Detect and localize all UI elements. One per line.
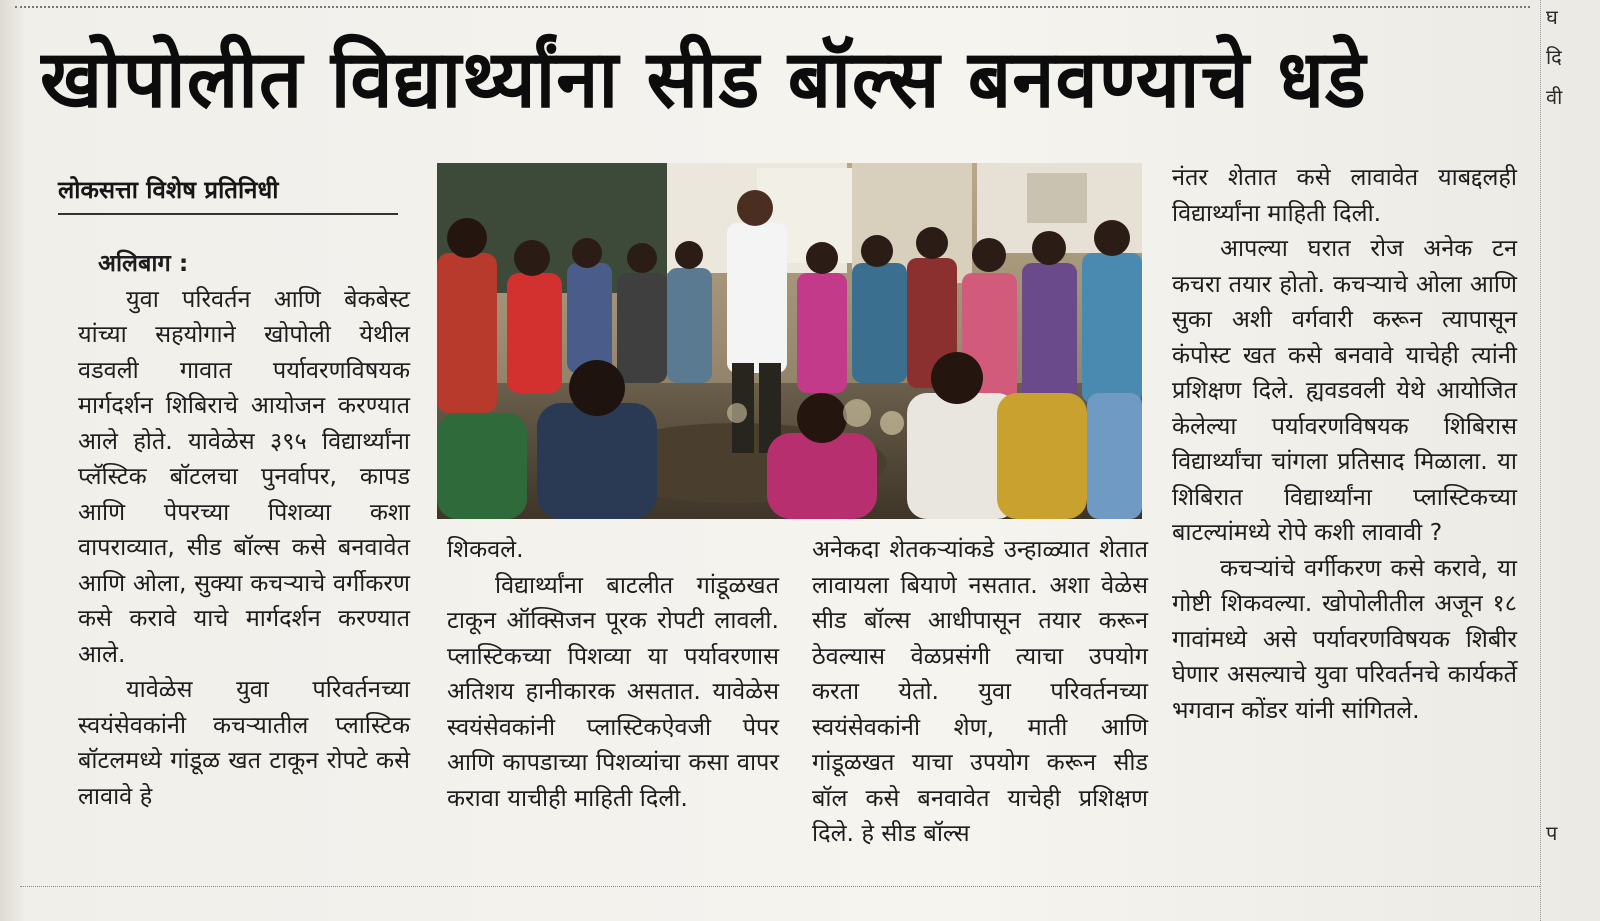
article-headline: खोपोलीत विद्यार्थ्यांना सीड बॉल्स बनवण्याचे धडे bbox=[40, 31, 1367, 126]
article-paragraph: कचऱ्यांचे वर्गीकरण कसे करावे, या गोष्टी शिकवल्या. खोपोलीतील अजून १८ गावांमध्ये असे पर्यावरणविषयक शिबीर घेणार असल्याचे युवा परिवर्तनचे कार्यकर्ते भगवान कोंडर यांनी सांगितले. bbox=[1172, 553, 1517, 724]
article-dateline: अलिबाग : bbox=[98, 249, 189, 277]
article-paragraph: नंतर शेतात कसे लावावेत याबद्दलही विद्यार्थ्यांना माहिती दिली. bbox=[1172, 163, 1517, 227]
adjacent-article-edge bbox=[1540, 0, 1600, 921]
edge-text-fragment: दि bbox=[1546, 45, 1562, 69]
bottom-divider bbox=[20, 886, 1540, 887]
article-paragraph: विद्यार्थ्यांना बाटलीत गांडूळखत टाकून ऑक्सिजन पूरक रोपटी लावली. प्लास्टिकच्या पिशव्या या पर्यावरणास अतिशय हानीकारक असतात. यावेळेस स्वयंसेवकांनी प्लास्टिकऐवजी पेपर आणि कापडाच्या पिशव्यांचा कसा वापर करावा याचीही माहिती दिली. bbox=[447, 570, 779, 812]
article-column-4 bbox=[1172, 160, 1517, 728]
byline-underline bbox=[58, 213, 398, 215]
article-column-3 bbox=[812, 532, 1148, 852]
event-photo-illustration bbox=[437, 163, 1142, 519]
article-paragraph: यावेळेस युवा परिवर्तनच्या स्वयंसेवकांनी कचऱ्यातील प्लास्टिक बॉटलमध्ये गांडूळ खत टाकून रोपटे कसे लावावे हे bbox=[78, 675, 410, 810]
article-photo bbox=[437, 163, 1142, 519]
article-paragraph: अनेकदा शेतकऱ्यांकडे उन्हाळ्यात शेतात लावायला बियाणे नसतात. अशा वेळेस सीड बॉल्स आधीपासून तयार करून ठेवल्यास वेळप्रसंगी त्याचा उपयोग करता येतो. युवा परिवर्तनच्या स्वयंसेवकांनी शेण, माती आणि गांडूळखत याचा उपयोग करून सीड बॉल कसे बनवावेत याचेही प्रशिक्षण दिले. हे सीड बॉल्स bbox=[812, 535, 1148, 847]
article-column-1 bbox=[78, 246, 410, 814]
article-column-2 bbox=[447, 532, 779, 816]
article-paragraph: शिकवले. bbox=[447, 535, 524, 563]
edge-text-fragment: वी bbox=[1546, 85, 1563, 109]
top-divider bbox=[15, 6, 1530, 8]
edge-text-fragment: प bbox=[1546, 821, 1558, 845]
article-paragraph: युवा परिवर्तन आणि बेकबेस्ट यांच्या सहयोगाने खोपोली येथील वडवली गावात पर्यावरणविषयक मार्गदर्शन शिबिराचे आयोजन करण्यात आले होते. यावेळेस ३९५ विद्यार्थ्यांना प्लॅस्टिक बॉटलचा पुनर्वापर, कापड आणि पेपरच्या पिशव्या कशा वापराव्यात, सीड बॉल्स कसे बनवावेत आणि ओला, सुक्या कचऱ्याचे वर्गीकरण कसे करावे याचे मार्गदर्शन करण्यात आले. bbox=[78, 284, 410, 668]
edge-text-fragment: घ bbox=[1546, 5, 1558, 29]
article-byline: लोकसत्ता विशेष प्रतिनिधी bbox=[58, 176, 279, 204]
article-paragraph: आपल्या घरात रोज अनेक टन कचरा तयार होतो. कचऱ्याचे ओला आणि सुका अशी वर्गवारी करून त्यापासून कंपोस्ट खत कसे बनवावे याचेही त्यांनी प्रशिक्षण दिले. ह्यवडवली येथे आयोजित केलेल्या पर्यावरणविषयक शिबिरास विद्यार्थ्यांचा चांगला प्रतिसाद मिळाला. या शिबिरात विद्यार्थ्यांना प्लास्टिकच्या बाटल्यांमध्ये रोपे कशी लावावी ? bbox=[1172, 234, 1517, 546]
